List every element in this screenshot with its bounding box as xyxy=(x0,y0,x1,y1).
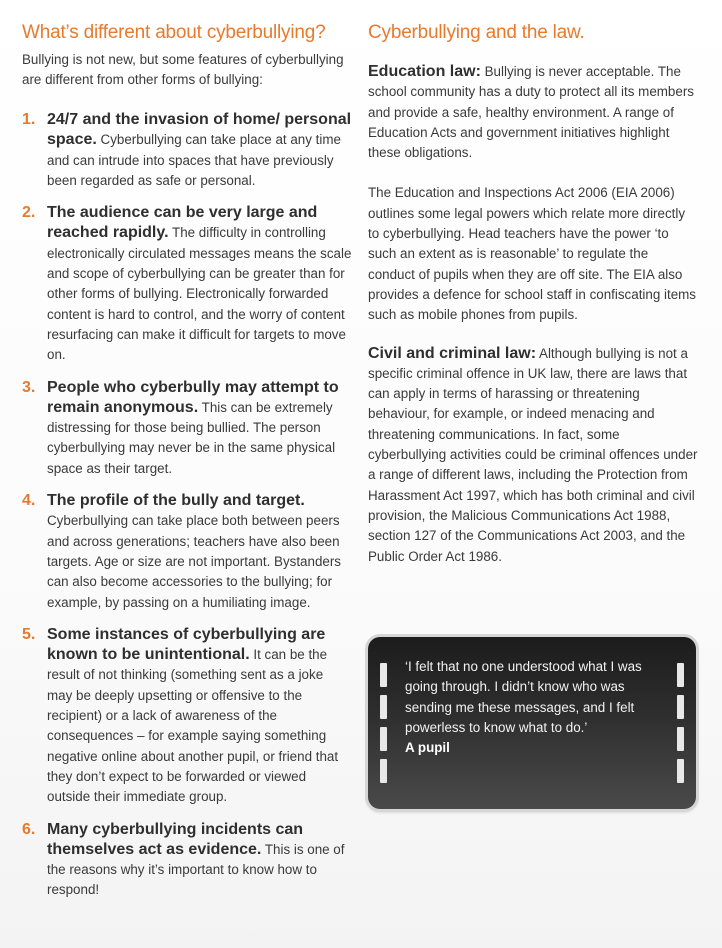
list-item xyxy=(22,203,352,365)
item-body: The difficulty in controlling electronically circulated messages means the scale and scope of cyberbullying can be greater than for other forms of bullying. Electronically forwarded content is hard to control, and the worry of content resurfacing can make it difficult for targets to move on. xyxy=(47,225,352,363)
item-number: 5. xyxy=(22,625,36,643)
quote-author: A pupil xyxy=(405,740,450,756)
item-body: Cyberbullying can take place at any time and can intrude into spaces that have previously been regarded as safe or personal. xyxy=(47,132,341,188)
eia-paragraph: The Education and Inspections Act 2006 (EIA 2006) outlines some legal powers which relate more directly to cyberbullying. Head teachers have the power ‘to such an extent as is reasonable’ to regulate the conduct of pupils when they are off site. The EIA also provides a defence for school staff in confiscating items such as mobile phones from pupils. xyxy=(368,185,696,323)
item-heading: 24/7 and the invasion of home/ personal space. xyxy=(47,111,352,149)
item-heading: Some instances of cyberbullying are known to be unintentional. xyxy=(47,625,326,664)
intro-paragraph: Bullying is not new, but some features of cyberbullying are different from other forms of bullying: xyxy=(22,52,344,87)
list-item xyxy=(22,820,352,901)
item-number: 3. xyxy=(22,378,36,396)
quote-text: ‘I felt that no one understood what I was going through. I didn’t know who was sending me these messages, and I felt powerless to know what to do.’ xyxy=(405,659,642,735)
list-item xyxy=(22,625,352,808)
right-column xyxy=(368,22,698,567)
section-title-differences: What’s different about cyberbullying? xyxy=(22,22,326,43)
differences-list xyxy=(22,110,352,901)
item-heading: The audience can be very large and reached rapidly. xyxy=(47,204,318,242)
item-number: 1. xyxy=(22,111,36,128)
item-number: 4. xyxy=(22,492,36,510)
left-column xyxy=(22,22,352,913)
item-heading: The profile of the bully and target. xyxy=(47,492,305,510)
item-body: This can be extremely distressing for those being bullied. The person cyberbullying may never be in the same physical space as their target. xyxy=(47,399,336,476)
list-item xyxy=(22,378,352,479)
civil-law-body: Although bullying is not a specific criminal offence in UK law, there are laws that can apply in terms of harassing or threatening behaviour, for example, or indeed menacing and threatening communications. In fact, some cyberbullying activities could be criminal offences under a range of different laws, including the Protection from Harassment Act 1997, which has both criminal and civil provision, the Malicious Communications Act 1988, section 127 of the Communications Act 2003, and the Public Order Act 1986. xyxy=(368,345,698,564)
education-law-body: Bullying is never acceptable. The school community has a duty to protect all its members and provide a safe, healthy environment. A range of Education Acts and government initiatives highlight these obligations. xyxy=(368,64,694,161)
item-number: 2. xyxy=(22,204,36,222)
item-body: This is one of the reasons why it’s important to know how to respond! xyxy=(47,841,345,898)
list-item xyxy=(22,110,352,191)
civil-law-heading: Civil and criminal law: xyxy=(368,344,537,362)
quote-rail-right xyxy=(677,663,684,791)
item-heading: People who cyberbully may attempt to remain anonymous. xyxy=(47,378,339,416)
item-heading: Many cyberbullying incidents can themselves act as evidence. xyxy=(47,820,304,858)
education-law-paragraph xyxy=(368,62,698,163)
quote-rail-left xyxy=(380,663,387,791)
item-body: Cyberbullying can take place both between peers and across generations; teachers have also been targets. Age or size are not important. Bystanders can also become accessories to the bullying; for example, by passing on a humiliating image. xyxy=(47,513,341,610)
item-body: It can be the result of not thinking (something sent as a joke may be deeply upsetting or offensive to the recipient) or a lack of awareness of the consequences – for example saying something negative online about another pupil, or friend that they don’t expect to be forwarded or viewed outside their immediate group. xyxy=(47,647,339,805)
civil-law-paragraph xyxy=(368,344,698,567)
section-title-law: Cyberbullying and the law. xyxy=(368,22,585,43)
list-item xyxy=(22,491,352,613)
pupil-quote-box xyxy=(368,637,696,809)
item-number: 6. xyxy=(22,820,36,838)
education-law-heading: Education law: xyxy=(368,63,481,80)
